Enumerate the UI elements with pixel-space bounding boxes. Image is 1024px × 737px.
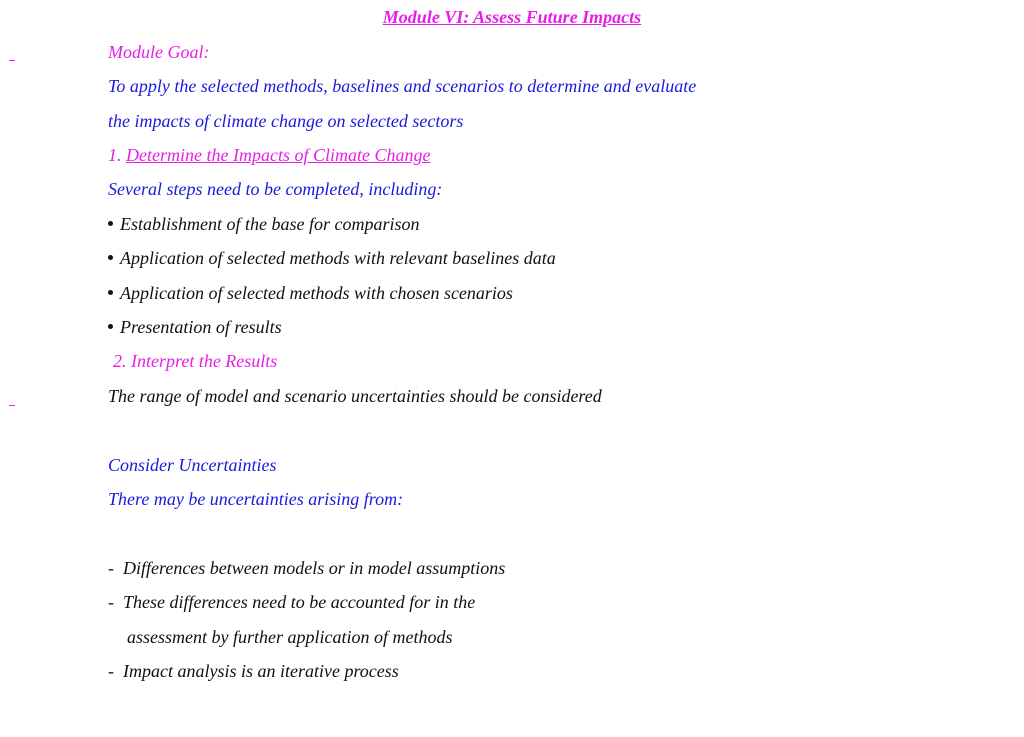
side-marker-bottom: [9, 405, 15, 406]
bullet-dot-icon: [108, 324, 113, 329]
bullet-item: [108, 247, 556, 269]
bullet-dot-icon: [108, 290, 113, 295]
uncertainty-text: These differences need to be accounted for in the: [123, 592, 476, 612]
bullet-item: [108, 213, 420, 235]
uncertainty-item-continuation: assessment by further application of methods: [127, 627, 453, 647]
uncertainties-heading: Consider Uncertainties: [108, 455, 277, 475]
bullet-text: Application of selected methods with relevant baselines data: [120, 248, 556, 268]
uncertainty-text: Impact analysis is an iterative process: [123, 661, 399, 681]
section-1-heading-link[interactable]: Determine the Impacts of Climate Change: [126, 145, 431, 165]
bullet-item: [108, 316, 282, 338]
section-2-heading: 2. Interpret the Results: [113, 351, 278, 371]
page-title: Module VI: Assess Future Impacts: [382, 7, 642, 27]
module-goal-text-line-2: the impacts of climate change on selected sectors: [108, 111, 464, 131]
module-goal-text-line-1: To apply the selected methods, baselines and scenarios to determine and evaluate: [108, 76, 697, 96]
bullet-text: Establishment of the base for comparison: [120, 214, 420, 234]
bullet-text: Application of selected methods with chosen scenarios: [120, 283, 513, 303]
section-1-number: 1.: [108, 145, 122, 165]
uncertainty-item: [108, 557, 505, 579]
uncertainty-text: Differences between models or in model assumptions: [123, 558, 506, 578]
section-1-intro: Several steps need to be completed, including:: [108, 179, 443, 199]
module-goal-heading: Module Goal:: [108, 42, 210, 62]
uncertainty-item: [108, 660, 399, 682]
uncertainty-item: [108, 591, 475, 613]
section-2-text: The range of model and scenario uncertainties should be considered: [108, 386, 602, 406]
section-1-heading-line: [108, 144, 430, 166]
uncertainties-intro: There may be uncertainties arising from:: [108, 489, 404, 509]
dash-marker: -: [108, 558, 114, 578]
dash-marker: -: [108, 592, 114, 612]
bullet-text: Presentation of results: [120, 317, 282, 337]
bullet-item: [108, 282, 513, 304]
bullet-dot-icon: [108, 255, 113, 260]
side-marker-top: [9, 60, 15, 61]
bullet-dot-icon: [108, 221, 113, 226]
dash-marker: -: [108, 661, 114, 681]
